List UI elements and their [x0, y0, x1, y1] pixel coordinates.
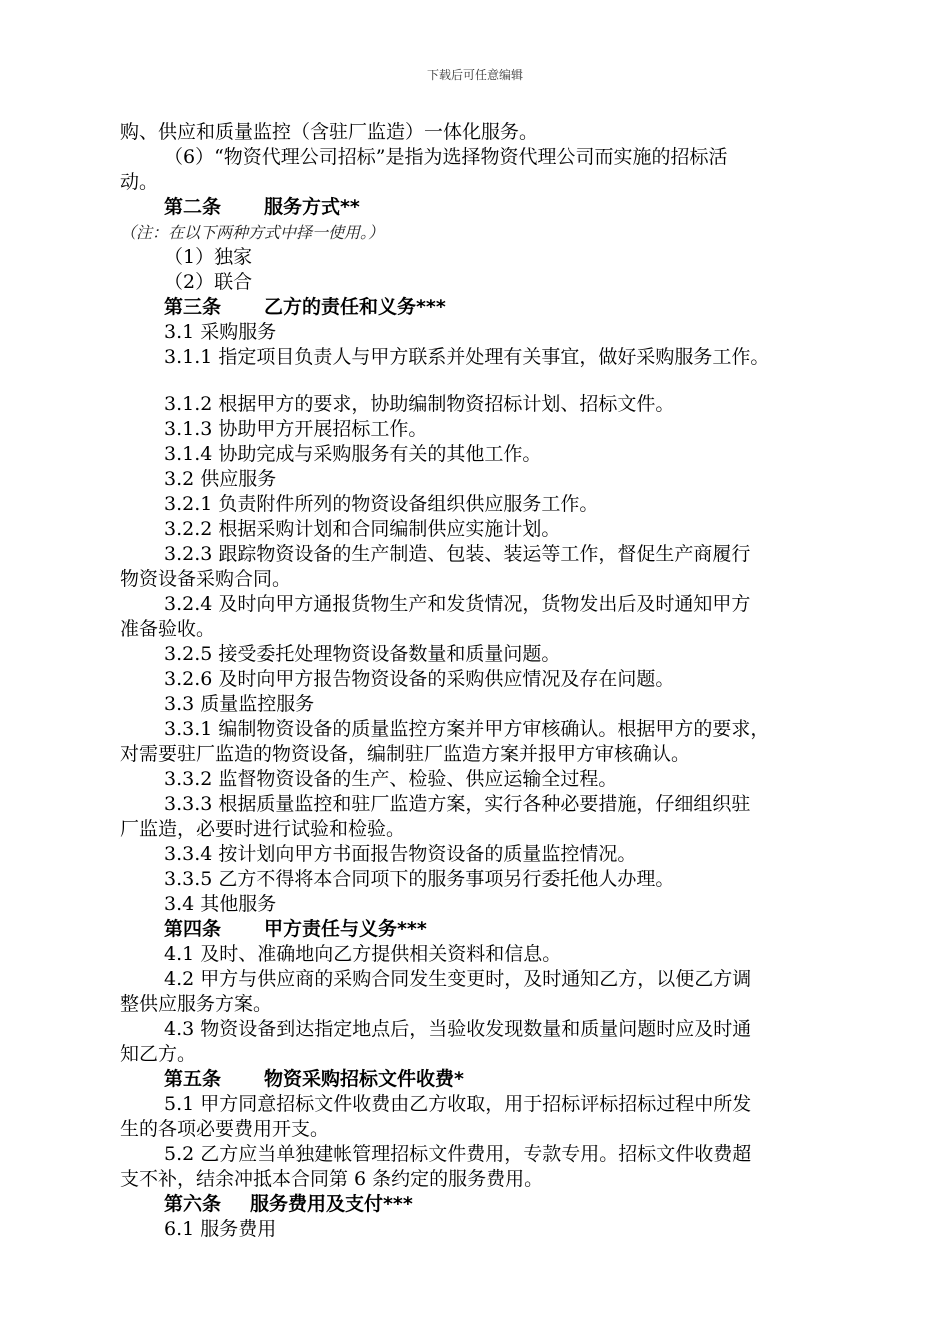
text-line: 支不补，结余冲抵本合同第 6 条约定的服务费用。: [120, 1168, 544, 1190]
section-heading: 6.1 服务费用: [164, 1218, 277, 1240]
page-header: 下载后可任意编辑: [426, 68, 523, 82]
text-line: 3.3.1 编制物资设备的质量监控方案并甲方审核确认。根据甲方的要求，: [164, 718, 770, 740]
article-number: 第二条: [164, 196, 222, 218]
text-line: 3.3.4 按计划向甲方书面报告物资设备的质量监控情况。: [164, 843, 637, 865]
section-heading: 3.2 供应服务: [164, 468, 277, 490]
text-line: 准备验收。: [120, 618, 216, 640]
article-heading-4: [120, 917, 855, 942]
text-line: 3.2.6 及时向甲方报告物资设备的采购供应情况及存在问题。: [164, 668, 675, 690]
article-title: 服务方式**: [264, 196, 360, 218]
text-line: 4.3 物资设备到达指定地点后，当验收发现数量和质量问题时应及时通: [164, 1018, 752, 1040]
blank-gap: [120, 370, 855, 392]
text-line: 知乙方。: [120, 1043, 197, 1065]
text-line: 5.1 甲方同意招标文件收费由乙方收取，用于招标评标招标过程中所发: [164, 1093, 752, 1115]
article-heading-6: [120, 1192, 855, 1217]
text-line: 生的各项必要费用开支。: [120, 1118, 330, 1140]
note-line: （注：在以下两种方式中择一使用。）: [120, 223, 385, 242]
text-line: 3.2.3 跟踪物资设备的生产制造、包装、装运等工作，督促生产商履行: [164, 543, 751, 565]
article-title: 乙方的责任和义务***: [264, 296, 446, 318]
text-line: 5.2 乙方应当单独建帐管理招标文件费用，专款专用。招标文件收费超: [164, 1143, 752, 1165]
text-line: 3.1.4 协助完成与采购服务有关的其他工作。: [164, 443, 542, 465]
text-line: 3.1.1 指定项目负责人与甲方联系并处理有关事宜，做好采购服务工作。: [164, 346, 770, 368]
text-line: 3.2.5 接受委托处理物资设备数量和质量问题。: [164, 643, 561, 665]
article-number: 第四条: [164, 918, 222, 940]
article-title: 物资采购招标文件收费*: [264, 1068, 464, 1090]
section-heading: 3.1 采购服务: [164, 321, 277, 343]
text-line: 4.1 及时、准确地向乙方提供相关资料和信息。: [164, 943, 562, 965]
text-line: （1）独家: [164, 246, 253, 268]
article-number: 第五条: [164, 1068, 222, 1090]
text-line: 3.1.2 根据甲方的要求，协助编制物资招标计划、招标文件。: [164, 393, 675, 415]
text-line: 购、供应和质量监控（含驻厂监造）一体化服务。: [120, 121, 539, 143]
article-heading-5: [120, 1067, 855, 1092]
document-body: [120, 120, 855, 1242]
text-line: 3.3.2 监督物资设备的生产、检验、供应运输全过程。: [164, 768, 618, 790]
text-line: 3.2.1 负责附件所列的物资设备组织供应服务工作。: [164, 493, 599, 515]
text-line: 3.2.2 根据采购计划和合同编制供应实施计划。: [164, 518, 561, 540]
text-line: 动。: [120, 171, 159, 193]
article-number: 第六条: [164, 1193, 222, 1215]
text-line: 整供应服务方案。: [120, 993, 273, 1015]
article-heading-2: [120, 195, 855, 220]
text-line: 4.2 甲方与供应商的采购合同发生变更时，及时通知乙方，以便乙方调: [164, 968, 752, 990]
article-title: 服务费用及支付***: [250, 1193, 413, 1215]
article-heading-3: [120, 295, 855, 320]
text-line: 厂监造，必要时进行试验和检验。: [120, 818, 406, 840]
text-line: 3.3.3 根据质量监控和驻厂监造方案，实行各种必要措施，仔细组织驻: [164, 793, 751, 815]
text-line: 物资设备采购合同。: [120, 568, 292, 590]
article-title: 甲方责任与义务***: [264, 918, 427, 940]
text-line: 3.1.3 协助甲方开展招标工作。: [164, 418, 428, 440]
text-line: （2）联合: [164, 271, 253, 293]
text-line: 3.3.5 乙方不得将本合同项下的服务事项另行委托他人办理。: [164, 868, 675, 890]
article-number: 第三条: [164, 296, 222, 318]
section-heading: 3.3 质量监控服务: [164, 693, 315, 715]
text-line: 对需要驻厂监造的物资设备，编制驻厂监造方案并报甲方审核确认。: [120, 743, 691, 765]
text-line: （6）“物资代理公司招标”是指为选择物资代理公司而实施的招标活: [164, 146, 728, 168]
text-line: 3.2.4 及时向甲方通报货物生产和发货情况，货物发出后及时通知甲方: [164, 593, 751, 615]
section-heading: 3.4 其他服务: [164, 893, 277, 915]
